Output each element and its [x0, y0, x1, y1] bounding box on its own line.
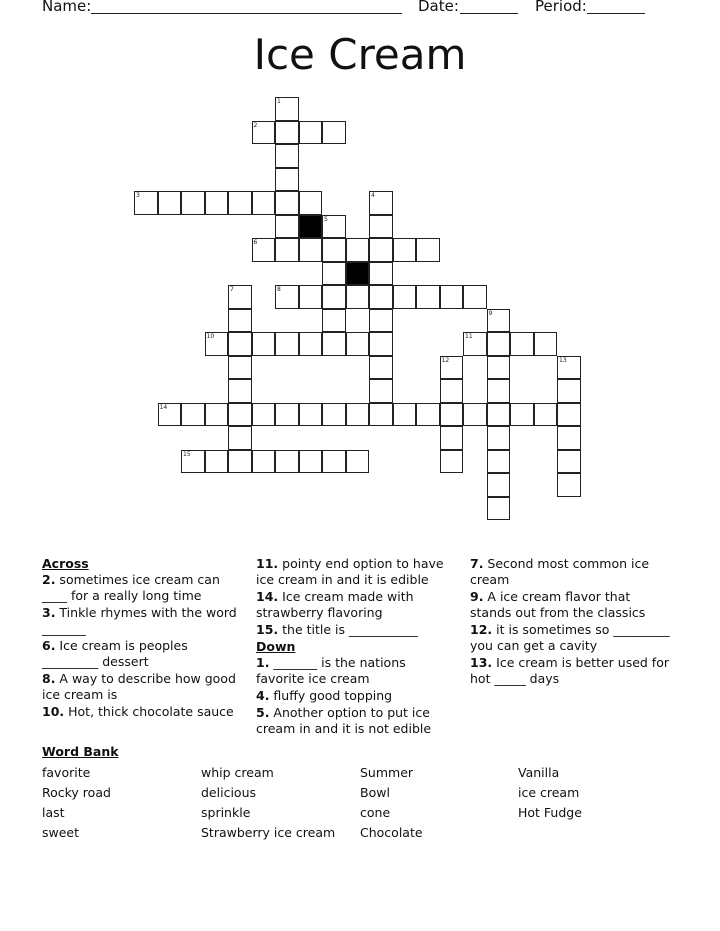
clue-number-1: 1	[277, 98, 281, 105]
across-clue-8	[42, 671, 242, 703]
grid-cell[interactable]	[299, 121, 323, 145]
word-bank-word: Rocky road	[42, 785, 111, 800]
grid-cell[interactable]	[322, 121, 346, 145]
grid-cell[interactable]	[369, 285, 393, 309]
grid-cell[interactable]	[393, 403, 417, 427]
grid-black-cell	[346, 262, 370, 286]
word-bank-word: Chocolate	[360, 825, 423, 840]
grid-cell[interactable]	[487, 473, 511, 497]
grid-cell[interactable]	[299, 403, 323, 427]
word-bank-column	[42, 763, 111, 843]
clue-number-3: 3	[136, 192, 140, 199]
down-clue-7	[470, 556, 675, 588]
grid-cell[interactable]	[322, 403, 346, 427]
clue-number: 10.	[42, 704, 65, 719]
grid-cell[interactable]	[228, 309, 252, 333]
clue-text: fluffy good topping	[269, 688, 393, 703]
grid-cell[interactable]	[463, 285, 487, 309]
grid-cell[interactable]	[557, 473, 581, 497]
clue-text: Tinkle rhymes with the word _______	[42, 605, 237, 636]
grid-cell[interactable]	[369, 379, 393, 403]
grid-cell[interactable]	[275, 121, 299, 145]
period-label: Period:	[535, 0, 587, 15]
word-bank-word: last	[42, 805, 65, 820]
clue-number-7: 7	[230, 286, 234, 293]
grid-cell[interactable]	[534, 403, 558, 427]
clue-text: Second most common ice cream	[470, 556, 650, 587]
word-bank-word: favorite	[42, 765, 91, 780]
word-bank-word: cone	[360, 805, 391, 820]
clue-text: sometimes ice cream can ____ for a really long time	[42, 572, 220, 603]
clue-number-12: 12	[441, 356, 450, 364]
clue-number-10: 10	[206, 333, 215, 340]
grid-cell[interactable]	[440, 379, 464, 403]
word-bank-word: whip cream	[201, 765, 274, 780]
word-bank-word: sweet	[42, 825, 80, 840]
grid-cell[interactable]	[205, 191, 229, 215]
down-clue-1	[256, 655, 456, 687]
grid-cell[interactable]	[557, 379, 581, 403]
clue-number-13: 13	[559, 356, 567, 364]
clue-number: 1.	[256, 655, 270, 670]
grid-cell[interactable]	[275, 191, 299, 215]
clue-text: Another option to put ice cream in and it is not edible	[256, 705, 432, 736]
clue-text: A ice cream flavor that stands out from the classics	[470, 589, 646, 620]
grid-cell[interactable]	[369, 356, 393, 380]
clues-col2	[256, 556, 456, 738]
grid-cell[interactable]	[440, 450, 464, 474]
grid-cell[interactable]	[346, 403, 370, 427]
across-clue-15	[256, 622, 456, 638]
word-bank-column	[360, 763, 423, 843]
grid-cell[interactable]	[369, 262, 393, 286]
grid-cell[interactable]	[369, 332, 393, 356]
grid-cell[interactable]	[228, 450, 252, 474]
clue-number: 13.	[470, 655, 493, 670]
clue-number: 8.	[42, 671, 56, 686]
grid-cell[interactable]	[416, 403, 440, 427]
word-bank-column	[518, 763, 582, 823]
grid-cell[interactable]	[158, 191, 182, 215]
clue-number-6: 6	[253, 239, 258, 246]
grid-cell[interactable]	[557, 450, 581, 474]
grid-cell[interactable]	[275, 450, 299, 474]
clue-number: 5.	[256, 705, 270, 720]
clue-number-4: 4	[371, 192, 375, 199]
grid-cell[interactable]	[228, 332, 252, 356]
grid-cell[interactable]	[275, 168, 299, 192]
grid-cell[interactable]	[181, 403, 205, 427]
grid-cell[interactable]	[299, 285, 323, 309]
grid-cell[interactable]	[275, 215, 299, 239]
clue-number: 9.	[470, 589, 484, 604]
grid-cell[interactable]	[228, 356, 252, 380]
word-bank-word: sprinkle	[201, 805, 251, 820]
grid-cell[interactable]	[322, 262, 346, 286]
grid-cell[interactable]	[275, 238, 299, 262]
grid-cell[interactable]	[252, 191, 276, 215]
across-clues-col1	[42, 556, 242, 721]
grid-black-cell	[299, 215, 323, 239]
clue-text: Ice cream is peoples _________ dessert	[42, 638, 188, 669]
grid-cell[interactable]	[228, 379, 252, 403]
word-bank-word: Strawberry ice cream	[201, 825, 336, 840]
grid-cell[interactable]	[487, 426, 511, 450]
grid-cell[interactable]	[275, 403, 299, 427]
grid-cell[interactable]	[228, 191, 252, 215]
grid-cell[interactable]	[299, 332, 323, 356]
grid-cell[interactable]	[487, 403, 511, 427]
clue-number-9: 9	[488, 309, 493, 317]
grid-cell[interactable]	[487, 379, 511, 403]
grid-cell[interactable]	[416, 238, 440, 262]
grid-cell[interactable]	[228, 403, 252, 427]
grid-cell[interactable]	[487, 497, 511, 521]
grid-cell[interactable]	[275, 144, 299, 168]
clue-number-11: 11	[465, 333, 473, 340]
grid-cell[interactable]	[322, 332, 346, 356]
down-heading: Down	[256, 639, 296, 654]
grid-cell[interactable]	[299, 191, 323, 215]
grid-cell[interactable]	[252, 332, 276, 356]
grid-cell[interactable]	[487, 356, 511, 380]
clue-text: it is sometimes so _________ you can get a cavity	[470, 622, 670, 653]
down-clue-5	[256, 705, 456, 737]
grid-cell[interactable]	[252, 450, 276, 474]
clue-number-15: 15	[183, 450, 191, 458]
across-clue-14	[256, 589, 456, 621]
grid-cell[interactable]	[369, 309, 393, 333]
grid-cell[interactable]	[393, 238, 417, 262]
grid-cell[interactable]	[299, 238, 323, 262]
across-clue-2	[42, 572, 242, 604]
clue-text: Ice cream is better used for hot _____ days	[470, 655, 669, 686]
across-clue-10	[42, 704, 242, 720]
name-label: Name:	[42, 0, 92, 15]
grid-cell[interactable]	[463, 403, 487, 427]
grid-cell[interactable]	[510, 403, 534, 427]
grid-cell[interactable]	[487, 332, 511, 356]
across-clue-3	[42, 605, 242, 637]
grid-cell[interactable]	[416, 285, 440, 309]
grid-cell[interactable]	[205, 450, 229, 474]
word-bank-word: delicious	[201, 785, 256, 800]
clue-number-2: 2	[253, 121, 258, 129]
down-clues-col3	[470, 556, 675, 688]
clue-number: 15.	[256, 622, 279, 637]
grid-cell[interactable]	[322, 238, 346, 262]
down-clue-4	[256, 688, 456, 704]
word-bank-word: Hot Fudge	[518, 805, 582, 820]
clue-number: 7.	[470, 556, 484, 571]
clue-number: 11.	[256, 556, 279, 571]
clue-text: Ice cream made with strawberry flavoring	[256, 589, 414, 620]
grid-cell[interactable]	[252, 403, 276, 427]
grid-cell[interactable]	[181, 191, 205, 215]
across-heading: Across	[42, 556, 89, 571]
clue-text: pointy end option to have ice cream in and it is edible	[256, 556, 444, 587]
grid-cell[interactable]	[205, 403, 229, 427]
word-bank-word: Vanilla	[518, 765, 560, 780]
grid-cell[interactable]	[322, 285, 346, 309]
grid-cell[interactable]	[346, 238, 370, 262]
grid-cell[interactable]	[557, 426, 581, 450]
clue-text: the title is ___________	[278, 622, 418, 637]
grid-cell[interactable]	[228, 426, 252, 450]
clue-number: 2.	[42, 572, 56, 587]
word-bank-word: Bowl	[360, 785, 390, 800]
word-bank-word: Summer	[360, 765, 414, 780]
word-bank-column	[201, 763, 335, 843]
clue-number-8: 8	[277, 286, 281, 293]
clue-number: 12.	[470, 622, 493, 637]
grid-cell[interactable]	[393, 285, 417, 309]
grid-cell[interactable]	[510, 332, 534, 356]
grid-cell[interactable]	[487, 450, 511, 474]
clue-text: A way to describe how good ice cream is	[42, 671, 236, 702]
grid-cell[interactable]	[369, 403, 393, 427]
grid-cell[interactable]	[346, 450, 370, 474]
clue-text: Hot, thick chocolate sauce	[64, 704, 234, 719]
grid-cell[interactable]	[557, 403, 581, 427]
down-clue-12	[470, 622, 675, 654]
down-clue-9	[470, 589, 675, 621]
grid-cell[interactable]	[369, 238, 393, 262]
clue-number: 4.	[256, 688, 270, 703]
across-clue-6	[42, 638, 242, 670]
grid-cell[interactable]	[322, 309, 346, 333]
date-label: Date:	[418, 0, 459, 15]
grid-cell[interactable]	[346, 332, 370, 356]
grid-cell[interactable]	[275, 332, 299, 356]
across-clue-11	[256, 556, 456, 588]
grid-cell[interactable]	[369, 215, 393, 239]
clue-number: 6.	[42, 638, 56, 653]
grid-cell[interactable]	[440, 285, 464, 309]
clue-number-5: 5	[324, 215, 328, 223]
grid-cell[interactable]	[440, 403, 464, 427]
clue-number-14: 14	[159, 403, 168, 411]
clue-text: _______ is the nations favorite ice cream	[256, 655, 406, 686]
clue-number: 3.	[42, 605, 56, 620]
grid-cell[interactable]	[440, 426, 464, 450]
word-bank-heading: Word Bank	[42, 744, 119, 759]
word-bank-word: ice cream	[518, 785, 580, 800]
grid-cell[interactable]	[299, 450, 323, 474]
grid-cell[interactable]	[346, 285, 370, 309]
grid-cell[interactable]	[534, 332, 558, 356]
clue-number: 14.	[256, 589, 279, 604]
page-title: Ice Cream	[253, 30, 467, 79]
grid-cell[interactable]	[322, 450, 346, 474]
down-clue-13	[470, 655, 675, 687]
